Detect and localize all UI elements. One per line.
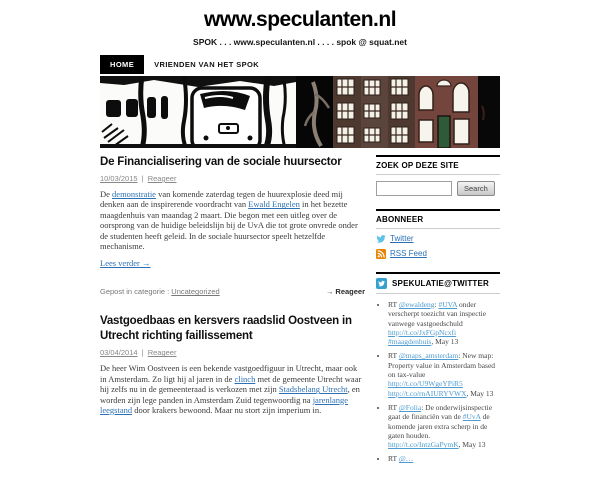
subscribe-widget-heading: ABONNEER (376, 209, 500, 229)
inline-link[interactable]: jarenlange leegstand (100, 394, 349, 416)
text-segment: door krakers bewoond. Maar nu stort zijn imperium in. (132, 405, 322, 416)
text-segment: de komende jaren extra scherp in de gaten houden. (388, 412, 490, 440)
inline-link[interactable]: #UvA (462, 412, 481, 422)
inline-link[interactable]: http://t.co/rnAIURYVWX (388, 388, 467, 398)
text-segment: De heer Wim Oostveen is een bekende vastgoedfiguur in Utrecht, maar ook in Amsterdam. Zo ligt hij al jaren in de (100, 363, 358, 384)
post-2 (100, 314, 365, 415)
tweet-item (388, 300, 500, 346)
read-more-row (100, 253, 365, 271)
nav-item-vrienden-van-het-spok[interactable]: VRIENDEN VAN HET SPOK (154, 60, 260, 69)
text-segment: onder verscherpt toezicht van inspectie vanwege vastgoedschuld (388, 300, 487, 328)
subscribe-twitter-link[interactable]: Twitter (390, 234, 414, 243)
twitter-widget-heading-row (376, 272, 500, 294)
post-title[interactable]: Vastgoedbaas en kersvers raadslid Oostveen in Utrecht richting faillissement (100, 315, 352, 343)
read-more-link[interactable]: Lees verder → (100, 258, 151, 269)
site-header (100, 8, 500, 47)
post-date-link[interactable]: 10/03/2015 (100, 174, 138, 183)
subscribe-rss-row (376, 249, 500, 259)
inline-link[interactable]: @Folia (398, 402, 422, 412)
rss-icon (376, 249, 386, 259)
inline-link[interactable]: @maps_amsterdam (398, 351, 459, 361)
subscribe-widget (376, 209, 500, 259)
main-area (100, 155, 500, 477)
text-segment: , May 13 (431, 337, 459, 347)
tweet-item (388, 403, 500, 449)
text-segment: : (434, 300, 439, 309)
inline-link[interactable]: #UVA (438, 300, 458, 309)
inline-link[interactable]: Ewald Engelen (248, 199, 300, 210)
category-line (100, 287, 220, 296)
sidebar (376, 155, 500, 477)
twitter-widget (376, 272, 500, 464)
site-title[interactable]: www.speculanten.nl (203, 8, 397, 31)
text-segment: , en worden zijn lege panden in Amsterdam Zuid tegenwoordig na (100, 384, 360, 405)
text-segment: : New map: Property value in Amsterdam based on tax-value (388, 351, 496, 380)
post-body (100, 363, 365, 415)
meta-separator: | (141, 174, 144, 183)
post-date-link[interactable]: 03/04/2014 (100, 348, 138, 358)
text-segment: RT (388, 402, 399, 412)
text-segment: , May 13 (466, 388, 494, 398)
inline-link[interactable]: @ewaldeng (398, 300, 435, 309)
reply-link[interactable]: → Reageer (325, 287, 365, 297)
tweet-list (376, 300, 500, 464)
site-tagline: SPOK . . . www.speculanten.nl . . . . spok @ squat.net (193, 37, 407, 47)
inline-link[interactable]: http://t.co/JxFGpNcxfi (388, 327, 457, 337)
post-body (100, 189, 365, 251)
post-comments-link[interactable]: Reageer (147, 348, 177, 358)
text-segment: met de gemeente Utrecht waar hij zelfs nu in de gemeenteraad is verkozen met zijn (100, 373, 362, 395)
inline-link[interactable]: http://t.co/U9WgeYPiR5 (388, 379, 463, 389)
inline-link[interactable]: http://t.co/IntzGaPymK (388, 440, 459, 450)
post-1 (100, 155, 365, 296)
page (100, 8, 500, 477)
main-nav (100, 55, 500, 74)
text-segment: : De onderwijsinspectie gaat de financiën van de (388, 402, 493, 422)
tweet-item-partial (388, 454, 500, 463)
subscribe-twitter-row (376, 234, 500, 244)
category-prefix: Gepost in categorie : (100, 287, 172, 297)
search-button[interactable]: Search (457, 181, 495, 196)
search-widget (376, 155, 500, 196)
text-segment: RT (388, 454, 399, 464)
meta-separator: | (141, 348, 144, 358)
inline-link[interactable]: clinch (234, 373, 256, 384)
category-link[interactable]: Uncategorized (171, 287, 220, 297)
text-segment: van komende zaterdag tegen de huurexplosie deed mij denken aan de inspirerende voordracht van (100, 189, 343, 210)
search-row (376, 181, 500, 196)
post-comments-link[interactable]: Reageer (147, 174, 177, 183)
inline-link[interactable]: demonstratie (112, 189, 156, 199)
inline-link[interactable]: @… (398, 454, 414, 464)
text-segment: RT (388, 351, 399, 361)
post-meta (100, 174, 365, 183)
header-artwork-svg (100, 76, 500, 148)
nav-item-home[interactable]: HOME (100, 55, 144, 74)
text-segment: in het bezette maagdenhuis van maandag 2 maart. Die begon met een uitleg over de oorsprong van de huidige beleidslijn bij de UvA die tot grote onvrede onder de studenten heeft geleid. In de sociale huursector speelt hetzelfde mechanisme. (100, 199, 358, 252)
header-artwork-image (100, 76, 500, 148)
post-meta (100, 348, 365, 357)
content-column (100, 155, 365, 477)
subscribe-rss-link[interactable]: RSS Feed (390, 249, 427, 258)
inline-link[interactable]: #maagdenhuis (388, 337, 432, 347)
search-input[interactable] (376, 181, 452, 196)
twitter-widget-heading: SPEKULATIE@TWITTER (392, 279, 490, 288)
text-segment: De (100, 189, 113, 199)
twitter-bird-icon (376, 234, 386, 244)
post-footer (100, 287, 365, 296)
search-widget-heading: ZOEK OP DEZE SITE (376, 155, 500, 175)
twitter-square-icon (376, 278, 387, 289)
text-segment: RT (388, 300, 399, 309)
inline-link[interactable]: Stadsbelang Utrecht (278, 384, 348, 395)
post-title[interactable]: De Financialisering van de sociale huursector (100, 156, 342, 168)
text-segment: , May 13 (458, 440, 486, 450)
tweet-item (388, 351, 500, 397)
